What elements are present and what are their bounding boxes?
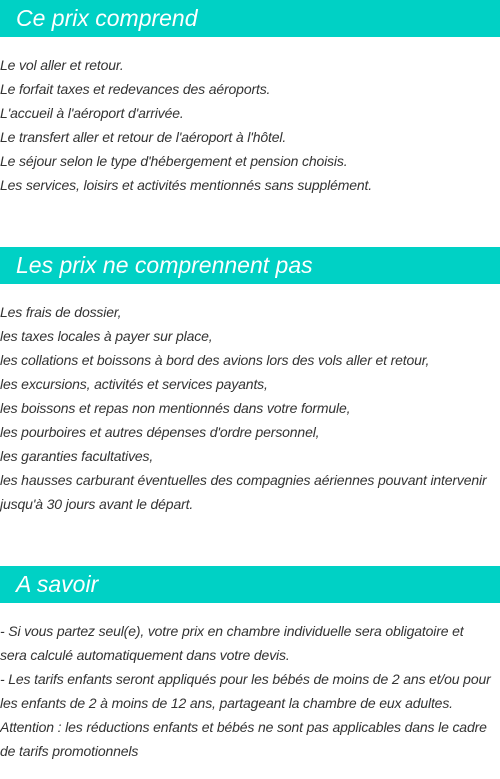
list-item: les collations et boissons à bord des avions lors des vols aller et retour, <box>0 352 430 368</box>
list-item: Les services, loisirs et activités mentionnés sans supplément. <box>0 177 372 193</box>
list-item: les pourboires et autres dépenses d'ordre personnel, <box>0 424 320 440</box>
list-item: les garanties facultatives, <box>0 448 154 464</box>
section-header-excludes <box>0 247 500 284</box>
list-item: les boissons et repas non mentionnés dans votre formule, <box>0 400 351 416</box>
list-item: Le séjour selon le type d'hébergement et pension choisis. <box>0 153 348 169</box>
section-header-includes <box>0 0 500 37</box>
list-item: - Les tarifs enfants seront appliqués pour les bébés de moins de 2 ans et/ou pour <box>0 671 491 687</box>
list-item: Le forfait taxes et redevances des aéroports. <box>0 81 271 97</box>
list-item: sera calculé automatiquement dans votre devis. <box>0 647 290 663</box>
list-item: L'accueil à l'aéroport d'arrivée. <box>0 105 184 121</box>
section-title: Les prix ne comprennent pas <box>16 252 313 278</box>
excludes-list <box>0 300 500 516</box>
list-item: les enfants de 2 à moins de 12 ans, partageant la chambre de eux adultes. <box>0 695 453 711</box>
list-item: de tarifs promotionnels <box>0 743 139 759</box>
list-item: Les frais de dossier, <box>0 304 122 320</box>
list-item: les excursions, activités et services payants, <box>0 376 268 392</box>
list-item: les taxes locales à payer sur place, <box>0 328 213 344</box>
a-savoir-list <box>0 619 500 763</box>
list-item: jusqu'à 30 jours avant le départ. <box>0 496 194 512</box>
includes-list <box>0 53 500 197</box>
list-item: Le vol aller et retour. <box>0 57 124 73</box>
section-header-a-savoir <box>0 566 500 603</box>
section-title: A savoir <box>16 571 99 597</box>
list-item: Attention : les réductions enfants et bébés ne sont pas applicables dans le cadre <box>0 719 487 735</box>
section-title: Ce prix comprend <box>16 5 198 31</box>
list-item: - Si vous partez seul(e), votre prix en chambre individuelle sera obligatoire et <box>0 623 464 639</box>
list-item: les hausses carburant éventuelles des compagnies aériennes pouvant intervenir <box>0 472 487 488</box>
list-item: Le transfert aller et retour de l'aéroport à l'hôtel. <box>0 129 287 145</box>
